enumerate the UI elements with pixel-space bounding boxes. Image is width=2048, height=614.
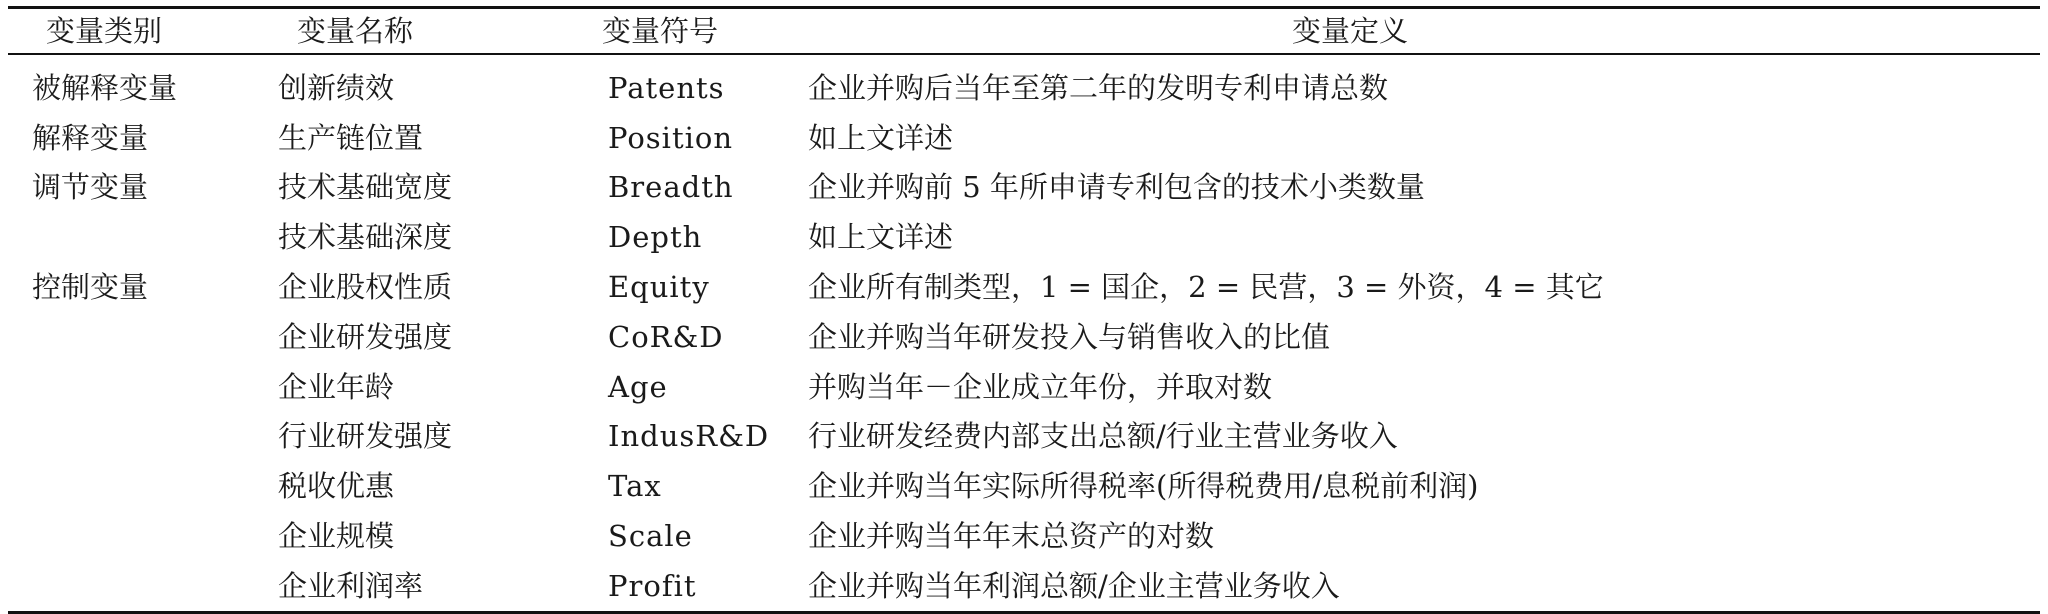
cell-name: 税收优惠 [278, 469, 395, 504]
cell-definition: 企业并购当年实际所得税率(所得税费用/息税前利润) [808, 469, 1479, 504]
table-row [8, 113, 2040, 163]
cell-symbol: CoR&D [608, 319, 724, 354]
cell-definition: 企业并购后当年至第二年的发明专利申请总数 [808, 70, 1389, 105]
cell-name: 技术基础深度 [278, 220, 453, 255]
table-row [8, 163, 2040, 213]
cell-definition: 如上文详述 [808, 120, 954, 155]
cell-definition: 并购当年－企业成立年份，并取对数 [808, 369, 1273, 404]
cell-definition: 企业并购当年研发投入与销售收入的比值 [808, 319, 1331, 354]
table-body [8, 54, 2040, 612]
cell-symbol: Tax [608, 469, 662, 504]
variable-definition-table-container [8, 6, 2040, 614]
cell-name: 行业研发强度 [278, 419, 453, 454]
cell-name: 企业年龄 [278, 369, 395, 404]
header-name: 变量名称 [296, 14, 413, 48]
table-row [8, 511, 2040, 561]
table-row [8, 212, 2040, 262]
cell-symbol: Profit [608, 568, 697, 603]
cell-category: 解释变量 [32, 120, 149, 155]
cell-name: 创新绩效 [278, 70, 395, 105]
cell-definition: 行业研发经费内部支出总额/行业主营业务收入 [808, 419, 1398, 454]
table-row [8, 54, 2040, 113]
cell-symbol: Equity [608, 270, 710, 305]
cell-name: 技术基础宽度 [278, 170, 453, 205]
table-header [8, 8, 2040, 55]
table-row [8, 312, 2040, 362]
cell-name: 企业利润率 [278, 568, 424, 603]
cell-symbol: Patents [608, 70, 725, 105]
cell-definition: 企业所有制类型，1 = 国企，2 = 民营，3 = 外资，4 = 其它 [808, 270, 1604, 305]
cell-category [8, 212, 240, 262]
variable-definition-table [8, 6, 2040, 614]
cell-name: 企业研发强度 [278, 319, 453, 354]
cell-symbol: Breadth [608, 170, 734, 205]
cell-definition: 如上文详述 [808, 220, 954, 255]
table-row [8, 362, 2040, 412]
cell-category [8, 412, 240, 462]
cell-name: 生产链位置 [278, 120, 424, 155]
header-symbol: 变量符号 [601, 14, 718, 48]
header-row [8, 8, 2040, 55]
table-row [8, 412, 2040, 462]
cell-symbol: IndusR&D [608, 419, 770, 454]
cell-definition: 企业并购当年年末总资产的对数 [808, 519, 1215, 554]
cell-symbol: Depth [608, 220, 703, 255]
cell-name: 企业规模 [278, 519, 395, 554]
cell-category: 控制变量 [32, 270, 149, 305]
header-definition: 变量定义 [1291, 14, 1408, 48]
cell-category [8, 461, 240, 511]
cell-category [8, 511, 240, 561]
cell-category: 被解释变量 [32, 70, 178, 105]
cell-symbol: Scale [608, 519, 693, 554]
cell-category: 调节变量 [32, 170, 149, 205]
table-row [8, 461, 2040, 511]
cell-category [8, 312, 240, 362]
table-row [8, 262, 2040, 312]
cell-definition: 企业并购当年利润总额/企业主营业务收入 [808, 568, 1340, 603]
cell-definition: 企业并购前 5 年所申请专利包含的技术小类数量 [808, 170, 1425, 205]
cell-category [8, 362, 240, 412]
cell-category [8, 561, 240, 612]
table-row [8, 561, 2040, 612]
header-category: 变量类别 [45, 14, 162, 48]
cell-symbol: Position [608, 120, 734, 155]
cell-symbol: Age [608, 369, 668, 404]
cell-name: 企业股权性质 [278, 270, 453, 305]
